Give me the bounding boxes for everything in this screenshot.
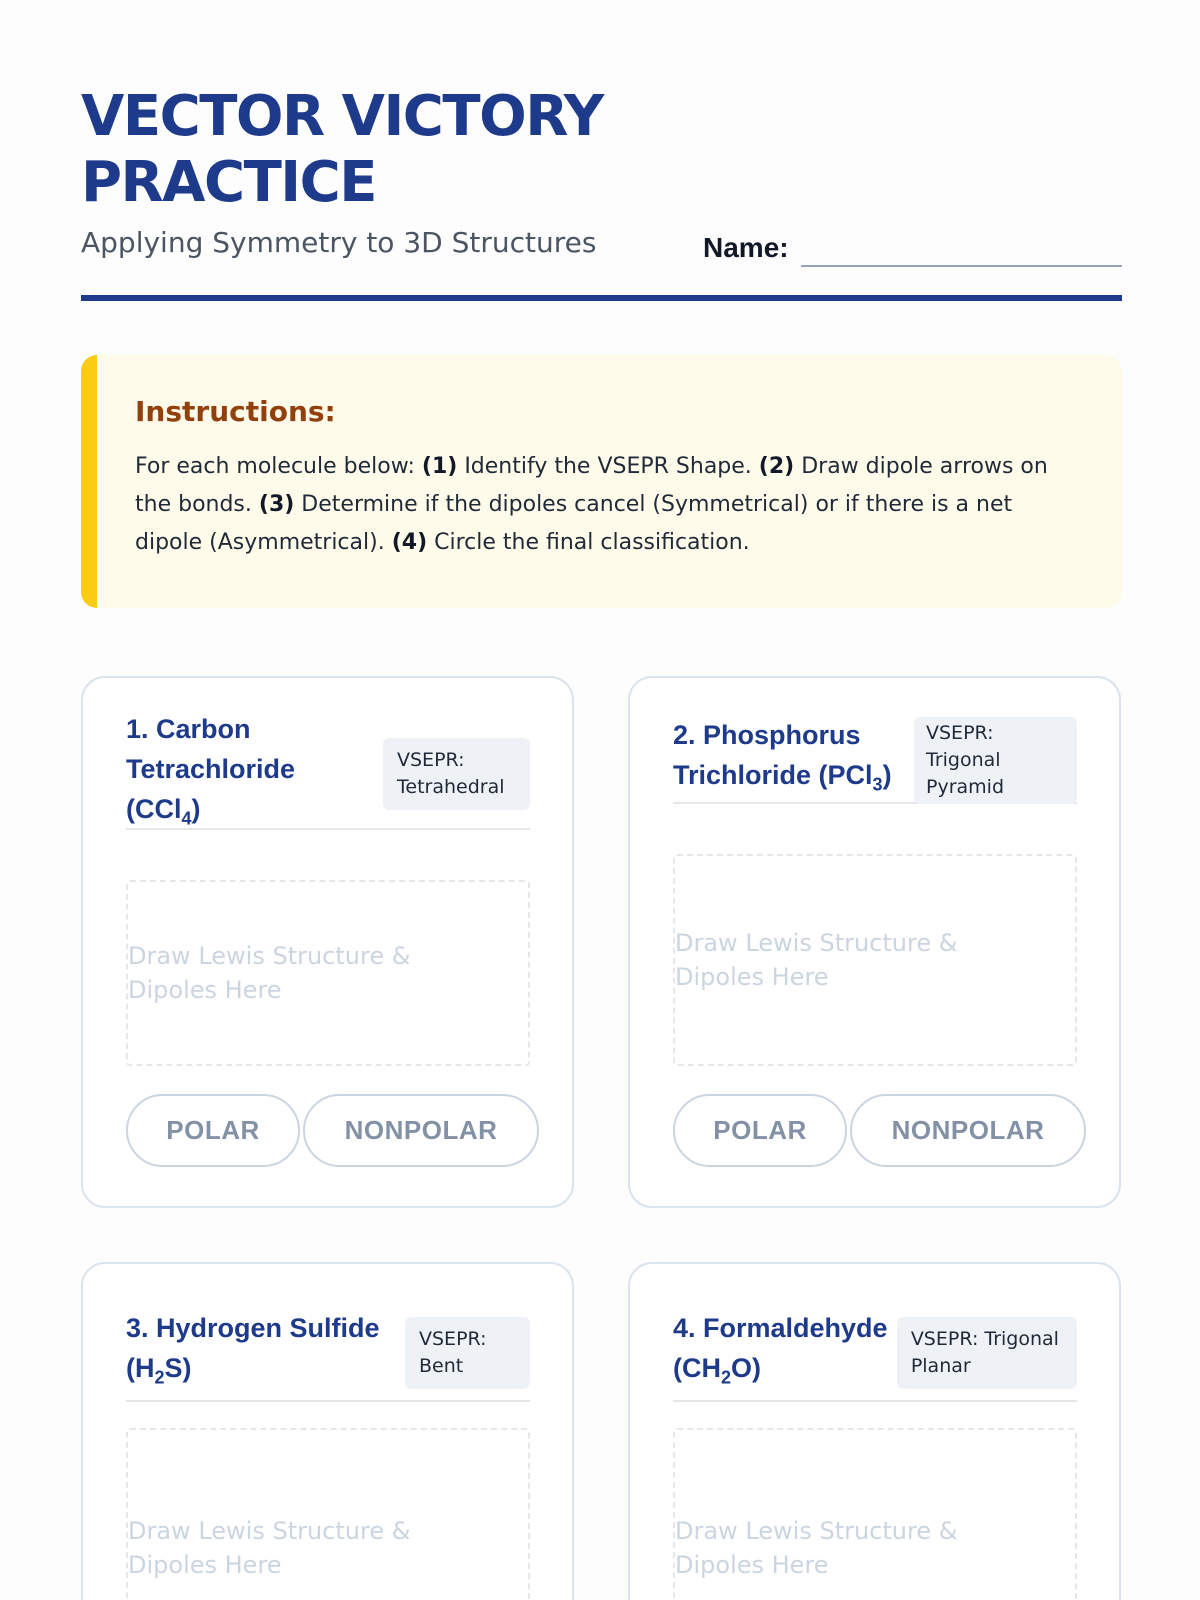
molecule-name: 2. Phosphorus Trichloride (PCl$_3$) [673,720,892,795]
drawing-placeholder: Draw Lewis Structure & Dipoles Here [675,929,958,991]
molecule-name: 1. Carbon Tetrachloride (CCl$_4$) [126,714,296,829]
card-header [126,1306,530,1402]
card-header [126,714,530,830]
worksheet-title [81,84,1121,216]
molecule-card-2 [628,676,1121,1208]
drawing-area[interactable] [126,880,530,1066]
drawing-placeholder: Draw Lewis Structure & Dipoles Here [128,1517,411,1579]
card-header [673,1306,1077,1402]
drawing-area[interactable] [673,854,1077,1066]
polar-option[interactable]: POLAR [673,1094,847,1167]
subtitle: Applying Symmetry to 3D Structures [81,226,597,259]
instructions-box [81,355,1122,608]
molecule-name: 3. Hydrogen Sulfide $(H_2S)$ [126,1313,380,1388]
molecule-name: 4. Formaldehyde $(CH_2O)$ [673,1313,888,1388]
vsepr-badge: VSEPR: Trigonal Planar [897,1317,1077,1389]
drawing-area[interactable] [126,1428,530,1600]
polar-option[interactable]: POLAR [126,1094,300,1167]
drawing-area[interactable] [673,1428,1077,1600]
card-header [673,718,1077,804]
instructions-text: For each molecule below: (1) Identify the VSEPR Shape. (2) Draw dipole arrows on the bonds. (3) Determine if the dipoles cancel (Symmetrical) or if there is a net dipole (Asymmetrical). (4) Circle the final classification. [135,454,1048,555]
header-divider [81,295,1122,301]
drawing-placeholder: Draw Lewis Structure & Dipoles Here [675,1517,958,1579]
vsepr-badge: VSEPR: Bent [405,1317,530,1389]
instructions-heading: Instructions: [135,395,336,428]
title-line-1: VECTOR VICTORY [81,84,603,149]
molecule-card-1 [81,676,574,1208]
molecule-card-3 [81,1262,574,1600]
nonpolar-option[interactable]: NONPOLAR [303,1094,539,1167]
nonpolar-option[interactable]: NONPOLAR [850,1094,1086,1167]
title-line-2: PRACTICE [81,150,376,215]
name-input-line[interactable] [801,265,1122,267]
molecule-card-4 [628,1262,1121,1600]
name-label: Name: [703,232,789,263]
vsepr-badge: VSEPR: Tetrahedral [383,738,530,810]
drawing-placeholder: Draw Lewis Structure & Dipoles Here [128,942,411,1004]
vsepr-badge: VSEPR: Trigonal Pyramid [914,717,1077,804]
